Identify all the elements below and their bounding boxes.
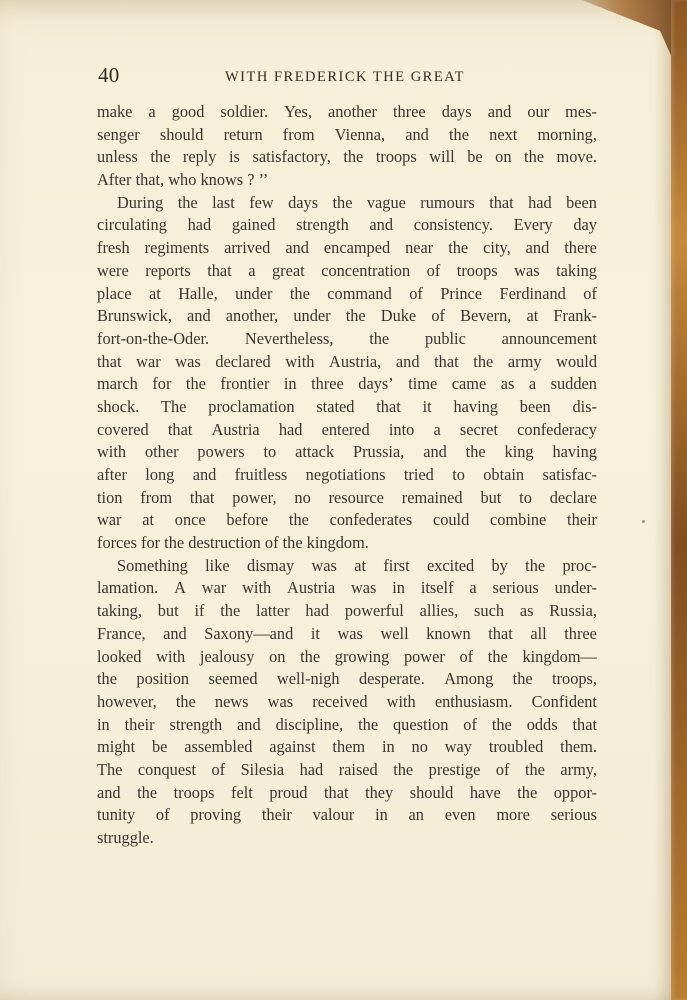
text-line: the position seemed well-nigh desperate. Among the troops, xyxy=(97,669,597,689)
text-line: shock. The proclamation stated that it having been dis- xyxy=(97,396,597,416)
text-line: in their strength and discipline, the question of the odds that xyxy=(97,714,597,734)
text-line: circulating had gained strength and consistency. Every day xyxy=(97,215,597,235)
text-line: Something like dismay was at first excited by the proc- xyxy=(117,555,597,575)
text-line: France, and Saxony—and it was well known that all three xyxy=(97,623,597,643)
text-line: tion from that power, no resource remained but to declare xyxy=(97,487,597,507)
text-line: that war was declared with Austria, and that the army would xyxy=(97,351,597,371)
text-line: taking, but if the latter had powerful allies, such as Russia, xyxy=(97,601,597,621)
text-line: forces for the destruction of the kingdom. xyxy=(97,533,369,553)
text-line: make a good soldier. Yes, another three days and our mes- xyxy=(97,102,597,121)
page-number: 40 xyxy=(98,63,120,87)
text-line: fresh regiments arrived and encamped near the city, and there xyxy=(97,238,597,258)
text-line: struggle. xyxy=(97,828,154,847)
text-line: with other powers to attack Prussia, and the king having xyxy=(97,442,597,462)
text-line: tunity of proving their valour in an even more serious xyxy=(97,805,597,825)
text-line: march for the frontier in three days’ time came as a sudden xyxy=(97,374,597,394)
page-mark xyxy=(642,520,645,523)
page-header xyxy=(98,61,608,91)
text-line: however, the news was received with enthusiasm. Confident xyxy=(97,691,597,711)
text-line: unless the reply is satisfactory, the troops will be on the move. xyxy=(97,147,597,167)
text-line: fort-on-the-Oder. Nevertheless, the public announcement xyxy=(97,328,597,348)
text-line: might be assembled against them in no way troubled them. xyxy=(97,737,597,757)
text-line: After that, who knows ? ’’ xyxy=(97,170,269,190)
text-line: covered that Austria had entered into a secret confederacy xyxy=(97,419,597,439)
text-line: after long and fruitless negotiations tried to obtain satisfac- xyxy=(97,465,597,484)
text-line: The conquest of Silesia had raised the prestige of the army, xyxy=(97,759,597,779)
text-line: place at Halle, under the command of Prince Ferdinand of xyxy=(97,283,597,303)
body-text xyxy=(97,101,597,850)
running-title: WITH FREDERICK THE GREAT xyxy=(225,69,465,85)
text-line: Brunswick, and another, under the Duke of Bevern, at Frank- xyxy=(97,306,597,326)
text-line: looked with jealousy on the growing power of the kingdom— xyxy=(97,646,597,666)
page-right-edge xyxy=(671,0,687,1000)
text-line: war at once before the confederates could combine their xyxy=(97,510,597,530)
text-line: and the troops felt proud that they should have the oppor- xyxy=(97,782,597,802)
text-line: senger should return from Vienna, and the next morning, xyxy=(97,124,597,144)
text-line: were reports that a great concentration of troops was taking xyxy=(97,260,597,280)
text-line: During the last few days the vague rumours that had been xyxy=(117,192,597,212)
text-line: lamation. A war with Austria was in itself a serious under- xyxy=(97,578,597,598)
